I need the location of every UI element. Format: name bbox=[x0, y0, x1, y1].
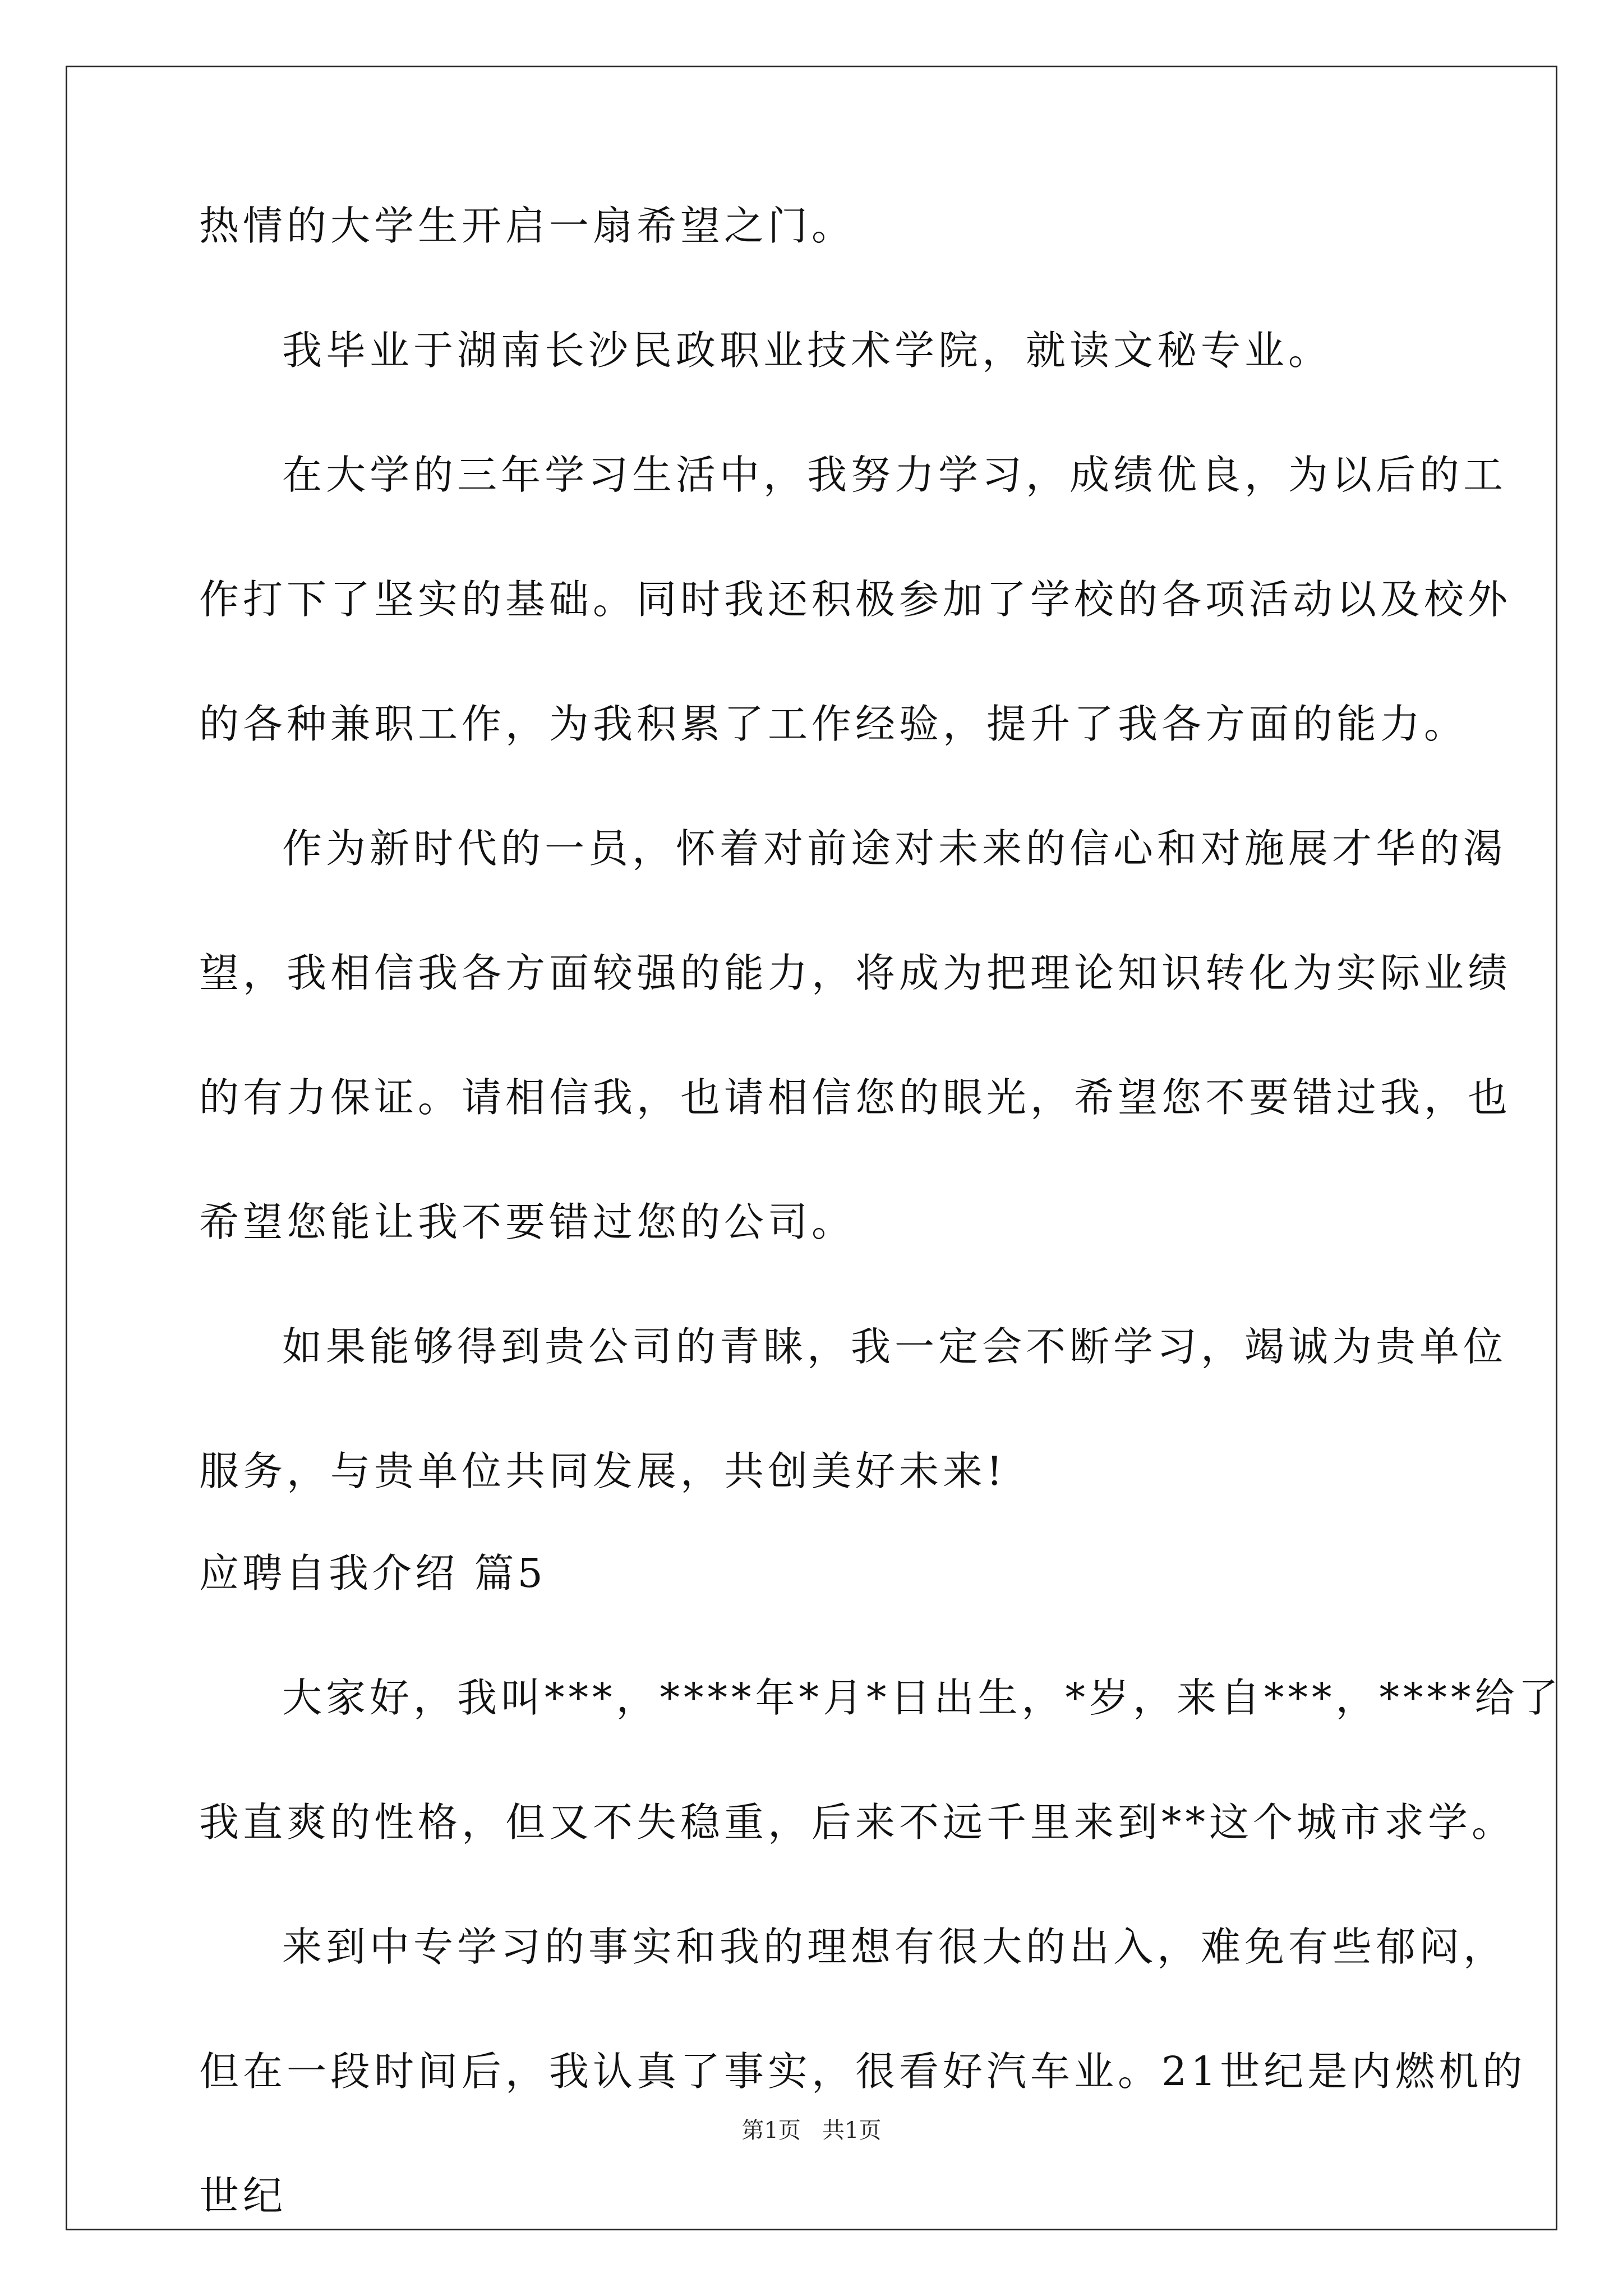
text-line: 望，我相信我各方面较强的能力，将成为把理论知识转化为实际业绩 bbox=[199, 950, 1512, 996]
page-footer: 第1页 共1页 bbox=[741, 2118, 882, 2143]
paragraph-first-line: 在大学的三年学习生活中，我努力学习，成绩优良，为以后的工 bbox=[282, 452, 1507, 498]
text-line: 的各种兼职工作，为我积累了工作经验，提升了我各方面的能力。 bbox=[199, 701, 1468, 747]
text-line: 的有力保证。请相信我，也请相信您的眼光，希望您不要错过我，也 bbox=[199, 1074, 1512, 1121]
page-frame bbox=[66, 66, 1557, 2230]
text-line: 但在一段时间后，我认真了事实，很看好汽车业。21世纪是内燃机的 bbox=[199, 2048, 1527, 2095]
text-line: 我直爽的性格，但又不失稳重，后来不远千里来到**这个城市求学。 bbox=[199, 1799, 1516, 1846]
paragraph-first-line: 来到中专学习的事实和我的理想有很大的出入，难免有些郁闷， bbox=[282, 1924, 1507, 1970]
text-line: 世纪 bbox=[199, 2173, 287, 2219]
paragraph-first-line: 作为新时代的一员，怀着对前途对未来的信心和对施展才华的渴 bbox=[282, 825, 1507, 872]
text-line: 服务，与贵单位共同发展，共创美好未来! bbox=[199, 1448, 1007, 1494]
text-line: 希望您能让我不要错过您的公司。 bbox=[199, 1199, 856, 1245]
section-heading: 应聘自我介绍 篇5 bbox=[199, 1550, 546, 1596]
paragraph-first-line: 我毕业于湖南长沙民政职业技术学院，就读文秘专业。 bbox=[282, 327, 1332, 374]
paragraph-first-line: 如果能够得到贵公司的青睐，我一定会不断学习，竭诚为贵单位 bbox=[282, 1323, 1507, 1370]
text-line: 热情的大学生开启一扇希望之门。 bbox=[199, 203, 856, 249]
text-line: 作打下了坚实的基础。同时我还积极参加了学校的各项活动以及校外 bbox=[199, 576, 1512, 623]
paragraph-first-line: 大家好，我叫***，****年*月*日出生，*岁，来自***，****给了 bbox=[282, 1674, 1562, 1721]
